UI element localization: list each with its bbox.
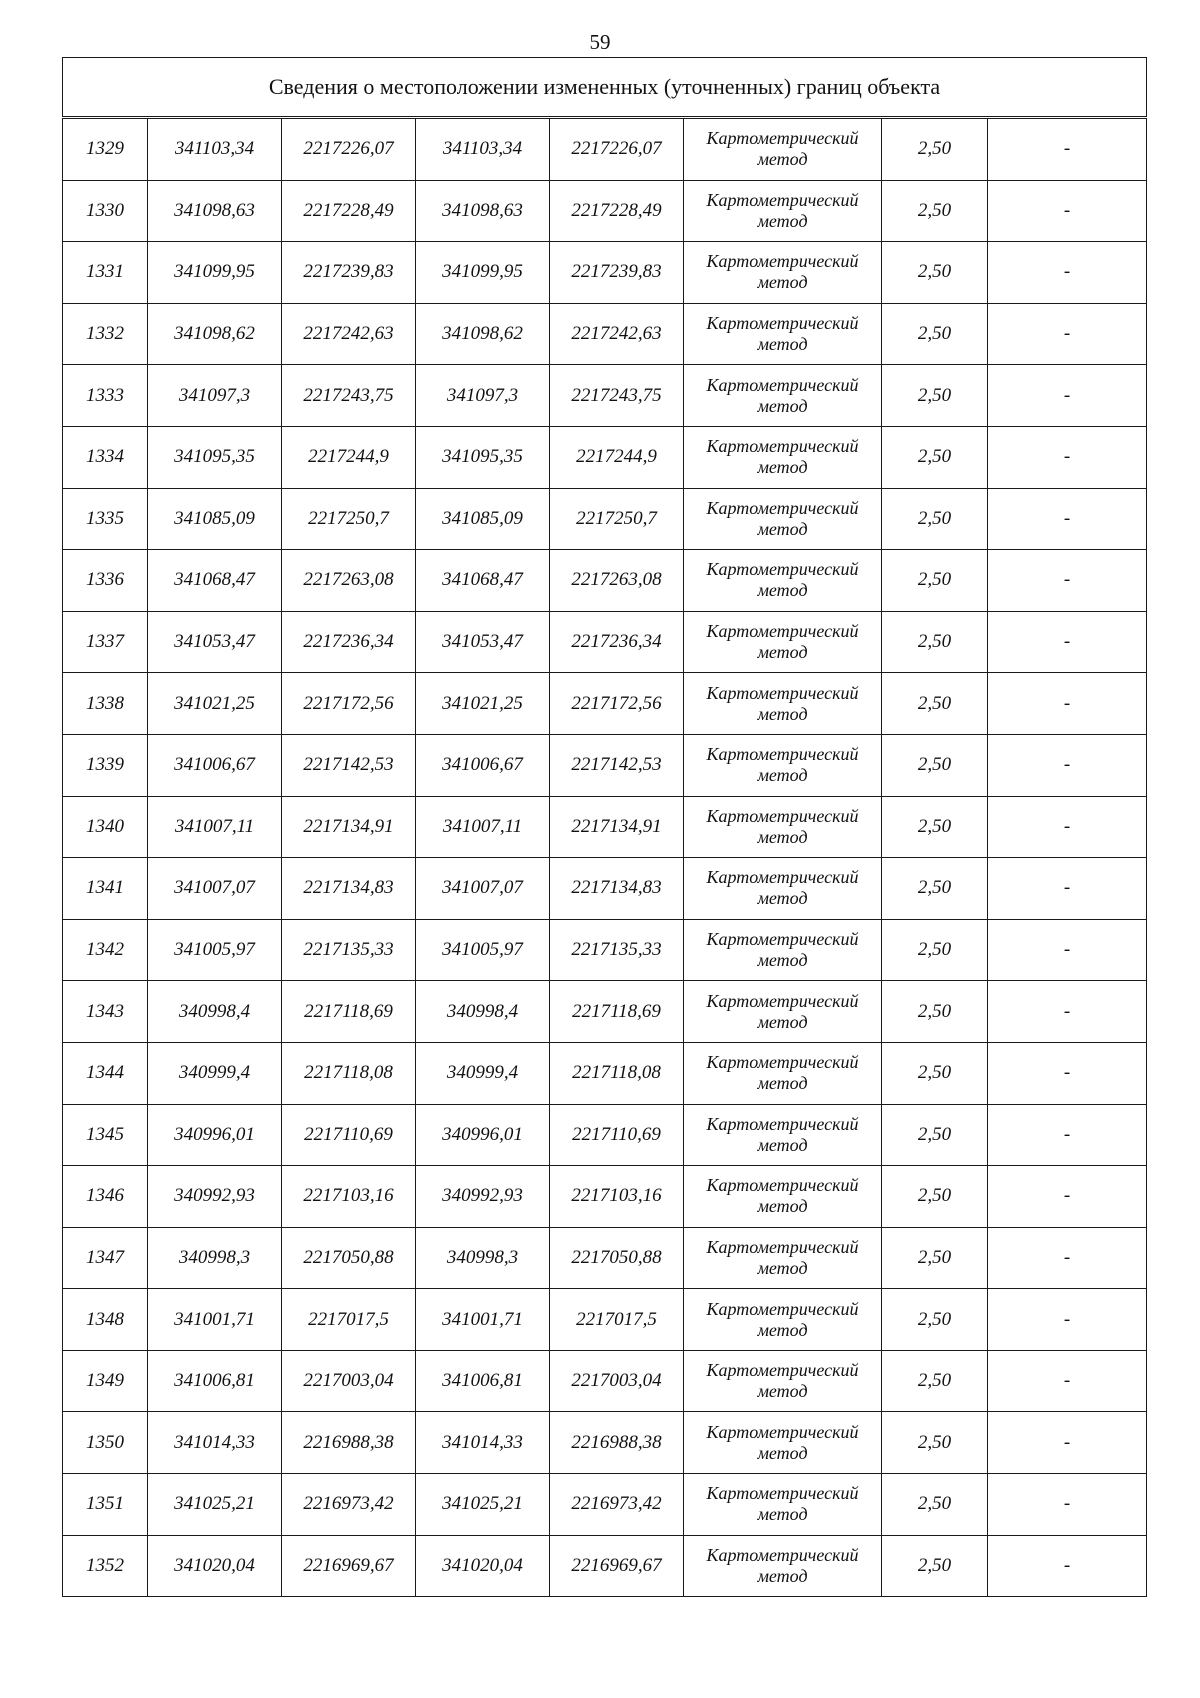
table-row <box>63 1350 1147 1412</box>
note-cell: - <box>988 550 1147 612</box>
x-existing-cell: 341007,11 <box>148 796 282 858</box>
method-cell <box>684 180 882 242</box>
x-refined-cell: 341053,47 <box>416 611 550 673</box>
method-line: Картометрический <box>706 1544 859 1565</box>
method-cell <box>684 488 882 550</box>
method-line: метод <box>757 642 808 663</box>
method-line: метод <box>757 1504 808 1525</box>
x-refined-cell: 341103,34 <box>416 118 550 181</box>
y-refined-cell: 2217236,34 <box>550 611 684 673</box>
x-refined-cell: 341099,95 <box>416 242 550 304</box>
method-cell <box>684 858 882 920</box>
method-line: метод <box>757 826 808 847</box>
y-refined-cell: 2217135,33 <box>550 919 684 981</box>
method-cell <box>684 1535 882 1597</box>
x-existing-cell: 341068,47 <box>148 550 282 612</box>
method-line: метод <box>757 457 808 478</box>
note-cell: - <box>988 180 1147 242</box>
x-refined-cell: 340998,4 <box>416 981 550 1043</box>
table-row <box>63 1042 1147 1104</box>
table-row <box>63 1227 1147 1289</box>
x-refined-cell: 341007,11 <box>416 796 550 858</box>
accuracy-cell: 2,50 <box>882 365 988 427</box>
note-cell: - <box>988 365 1147 427</box>
method-cell <box>684 1166 882 1228</box>
y-existing-cell: 2216969,67 <box>282 1535 416 1597</box>
method-line: метод <box>757 580 808 601</box>
x-refined-cell: 341006,67 <box>416 734 550 796</box>
accuracy-cell: 2,50 <box>882 1535 988 1597</box>
note-cell: - <box>988 1474 1147 1536</box>
y-existing-cell: 2217118,08 <box>282 1042 416 1104</box>
table-title: Сведения о местоположении измененных (уточненных) границ объекта <box>63 58 1147 118</box>
table-row <box>63 1104 1147 1166</box>
note-cell: - <box>988 611 1147 673</box>
point-number-cell: 1343 <box>63 981 148 1043</box>
table-title-row <box>63 58 1147 118</box>
x-existing-cell: 341014,33 <box>148 1412 282 1474</box>
x-refined-cell: 341085,09 <box>416 488 550 550</box>
y-existing-cell: 2217118,69 <box>282 981 416 1043</box>
accuracy-cell: 2,50 <box>882 858 988 920</box>
x-refined-cell: 340996,01 <box>416 1104 550 1166</box>
x-existing-cell: 340999,4 <box>148 1042 282 1104</box>
point-number-cell: 1332 <box>63 303 148 365</box>
point-number-cell: 1337 <box>63 611 148 673</box>
method-line: Картометрический <box>706 251 859 272</box>
table-row <box>63 796 1147 858</box>
note-cell: - <box>988 1289 1147 1351</box>
accuracy-cell: 2,50 <box>882 180 988 242</box>
accuracy-cell: 2,50 <box>882 796 988 858</box>
method-line: Картометрический <box>706 867 859 888</box>
table-body <box>63 58 1147 1597</box>
y-existing-cell: 2217135,33 <box>282 919 416 981</box>
y-existing-cell: 2217103,16 <box>282 1166 416 1228</box>
table-row <box>63 1412 1147 1474</box>
y-refined-cell: 2217118,69 <box>550 981 684 1043</box>
note-cell: - <box>988 1350 1147 1412</box>
table-row <box>63 981 1147 1043</box>
accuracy-cell: 2,50 <box>882 118 988 181</box>
x-refined-cell: 341020,04 <box>416 1535 550 1597</box>
accuracy-cell: 2,50 <box>882 1042 988 1104</box>
x-existing-cell: 340998,3 <box>148 1227 282 1289</box>
y-existing-cell: 2217226,07 <box>282 118 416 181</box>
method-line: Картометрический <box>706 682 859 703</box>
y-refined-cell: 2217244,9 <box>550 426 684 488</box>
x-existing-cell: 341021,25 <box>148 673 282 735</box>
y-existing-cell: 2217172,56 <box>282 673 416 735</box>
note-cell: - <box>988 1412 1147 1474</box>
method-line: метод <box>757 1565 808 1586</box>
table-row <box>63 426 1147 488</box>
y-refined-cell: 2217250,7 <box>550 488 684 550</box>
method-cell <box>684 1412 882 1474</box>
x-refined-cell: 341001,71 <box>416 1289 550 1351</box>
method-cell <box>684 426 882 488</box>
note-cell: - <box>988 1042 1147 1104</box>
y-existing-cell: 2217236,34 <box>282 611 416 673</box>
y-refined-cell: 2217134,83 <box>550 858 684 920</box>
y-refined-cell: 2217226,07 <box>550 118 684 181</box>
x-existing-cell: 341020,04 <box>148 1535 282 1597</box>
method-cell <box>684 242 882 304</box>
y-refined-cell: 2217017,5 <box>550 1289 684 1351</box>
note-cell: - <box>988 673 1147 735</box>
table-row <box>63 303 1147 365</box>
y-existing-cell: 2217263,08 <box>282 550 416 612</box>
note-cell: - <box>988 796 1147 858</box>
method-line: метод <box>757 1257 808 1278</box>
y-existing-cell: 2216973,42 <box>282 1474 416 1536</box>
accuracy-cell: 2,50 <box>882 919 988 981</box>
method-line: метод <box>757 1381 808 1402</box>
point-number-cell: 1335 <box>63 488 148 550</box>
method-cell <box>684 796 882 858</box>
x-existing-cell: 341095,35 <box>148 426 282 488</box>
accuracy-cell: 2,50 <box>882 734 988 796</box>
method-line: Картометрический <box>706 1483 859 1504</box>
method-cell <box>684 1104 882 1166</box>
method-cell <box>684 1042 882 1104</box>
accuracy-cell: 2,50 <box>882 1474 988 1536</box>
x-refined-cell: 340999,4 <box>416 1042 550 1104</box>
method-line: метод <box>757 1319 808 1340</box>
table-row <box>63 919 1147 981</box>
method-line: метод <box>757 888 808 909</box>
y-refined-cell: 2217228,49 <box>550 180 684 242</box>
y-existing-cell: 2216988,38 <box>282 1412 416 1474</box>
method-cell <box>684 1474 882 1536</box>
method-line: Картометрический <box>706 1298 859 1319</box>
y-refined-cell: 2217172,56 <box>550 673 684 735</box>
y-existing-cell: 2217142,53 <box>282 734 416 796</box>
x-refined-cell: 341097,3 <box>416 365 550 427</box>
method-line: Картометрический <box>706 621 859 642</box>
point-number-cell: 1329 <box>63 118 148 181</box>
x-existing-cell: 341097,3 <box>148 365 282 427</box>
table-row <box>63 1289 1147 1351</box>
x-existing-cell: 341025,21 <box>148 1474 282 1536</box>
accuracy-cell: 2,50 <box>882 1104 988 1166</box>
method-line: Картометрический <box>706 189 859 210</box>
y-existing-cell: 2217110,69 <box>282 1104 416 1166</box>
accuracy-cell: 2,50 <box>882 303 988 365</box>
point-number-cell: 1330 <box>63 180 148 242</box>
y-refined-cell: 2217118,08 <box>550 1042 684 1104</box>
note-cell: - <box>988 303 1147 365</box>
y-existing-cell: 2217017,5 <box>282 1289 416 1351</box>
method-cell <box>684 611 882 673</box>
table-row <box>63 242 1147 304</box>
x-refined-cell: 341021,25 <box>416 673 550 735</box>
point-number-cell: 1345 <box>63 1104 148 1166</box>
accuracy-cell: 2,50 <box>882 611 988 673</box>
accuracy-cell: 2,50 <box>882 1350 988 1412</box>
method-line: метод <box>757 518 808 539</box>
point-number-cell: 1341 <box>63 858 148 920</box>
point-number-cell: 1347 <box>63 1227 148 1289</box>
method-line: метод <box>757 1011 808 1032</box>
method-line: метод <box>757 210 808 231</box>
note-cell: - <box>988 488 1147 550</box>
accuracy-cell: 2,50 <box>882 426 988 488</box>
method-cell <box>684 1350 882 1412</box>
accuracy-cell: 2,50 <box>882 1412 988 1474</box>
x-existing-cell: 341005,97 <box>148 919 282 981</box>
x-refined-cell: 341025,21 <box>416 1474 550 1536</box>
method-line: Картометрический <box>706 1236 859 1257</box>
point-number-cell: 1351 <box>63 1474 148 1536</box>
method-line: Картометрический <box>706 990 859 1011</box>
point-number-cell: 1352 <box>63 1535 148 1597</box>
y-existing-cell: 2217239,83 <box>282 242 416 304</box>
method-line: Картометрический <box>706 559 859 580</box>
method-cell <box>684 1289 882 1351</box>
method-cell <box>684 919 882 981</box>
y-refined-cell: 2217243,75 <box>550 365 684 427</box>
accuracy-cell: 2,50 <box>882 981 988 1043</box>
method-line: Картометрический <box>706 128 859 149</box>
method-cell <box>684 303 882 365</box>
method-cell <box>684 734 882 796</box>
method-line: метод <box>757 395 808 416</box>
table-row <box>63 118 1147 181</box>
y-existing-cell: 2217134,83 <box>282 858 416 920</box>
accuracy-cell: 2,50 <box>882 1289 988 1351</box>
x-refined-cell: 341098,62 <box>416 303 550 365</box>
accuracy-cell: 2,50 <box>882 673 988 735</box>
method-cell <box>684 1227 882 1289</box>
method-line: метод <box>757 149 808 170</box>
x-existing-cell: 341053,47 <box>148 611 282 673</box>
note-cell: - <box>988 734 1147 796</box>
x-refined-cell: 341068,47 <box>416 550 550 612</box>
point-number-cell: 1346 <box>63 1166 148 1228</box>
method-line: метод <box>757 1442 808 1463</box>
x-existing-cell: 340992,93 <box>148 1166 282 1228</box>
x-existing-cell: 340998,4 <box>148 981 282 1043</box>
x-existing-cell: 341001,71 <box>148 1289 282 1351</box>
method-cell <box>684 981 882 1043</box>
x-refined-cell: 341007,07 <box>416 858 550 920</box>
x-existing-cell: 340996,01 <box>148 1104 282 1166</box>
table-row <box>63 180 1147 242</box>
point-number-cell: 1350 <box>63 1412 148 1474</box>
method-line: метод <box>757 272 808 293</box>
method-line: Картометрический <box>706 929 859 950</box>
method-line: Картометрический <box>706 1175 859 1196</box>
method-line: Картометрический <box>706 1052 859 1073</box>
method-line: Картометрический <box>706 313 859 334</box>
accuracy-cell: 2,50 <box>882 488 988 550</box>
x-refined-cell: 340992,93 <box>416 1166 550 1228</box>
note-cell: - <box>988 118 1147 181</box>
table-row <box>63 488 1147 550</box>
table-row <box>63 1166 1147 1228</box>
y-refined-cell: 2216973,42 <box>550 1474 684 1536</box>
point-number-cell: 1340 <box>63 796 148 858</box>
point-number-cell: 1348 <box>63 1289 148 1351</box>
point-number-cell: 1334 <box>63 426 148 488</box>
method-line: Картометрический <box>706 374 859 395</box>
method-line: метод <box>757 1134 808 1155</box>
accuracy-cell: 2,50 <box>882 242 988 304</box>
y-refined-cell: 2217242,63 <box>550 303 684 365</box>
page-number: 59 <box>589 30 611 54</box>
x-refined-cell: 341098,63 <box>416 180 550 242</box>
point-number-cell: 1331 <box>63 242 148 304</box>
table-row <box>63 365 1147 427</box>
method-line: Картометрический <box>706 744 859 765</box>
x-existing-cell: 341103,34 <box>148 118 282 181</box>
table-row <box>63 1474 1147 1536</box>
method-line: метод <box>757 1073 808 1094</box>
accuracy-cell: 2,50 <box>882 1166 988 1228</box>
note-cell: - <box>988 242 1147 304</box>
y-existing-cell: 2217003,04 <box>282 1350 416 1412</box>
x-refined-cell: 340998,3 <box>416 1227 550 1289</box>
boundary-coordinates-table <box>62 57 1147 1597</box>
y-existing-cell: 2217050,88 <box>282 1227 416 1289</box>
method-line: Картометрический <box>706 1360 859 1381</box>
point-number-cell: 1333 <box>63 365 148 427</box>
point-number-cell: 1349 <box>63 1350 148 1412</box>
method-line: метод <box>757 334 808 355</box>
table-row <box>63 734 1147 796</box>
method-line: метод <box>757 950 808 971</box>
note-cell: - <box>988 426 1147 488</box>
x-refined-cell: 341095,35 <box>416 426 550 488</box>
y-refined-cell: 2217134,91 <box>550 796 684 858</box>
method-line: метод <box>757 1196 808 1217</box>
table-row <box>63 673 1147 735</box>
x-existing-cell: 341007,07 <box>148 858 282 920</box>
y-existing-cell: 2217250,7 <box>282 488 416 550</box>
x-refined-cell: 341006,81 <box>416 1350 550 1412</box>
x-existing-cell: 341099,95 <box>148 242 282 304</box>
accuracy-cell: 2,50 <box>882 1227 988 1289</box>
note-cell: - <box>988 858 1147 920</box>
x-existing-cell: 341098,62 <box>148 303 282 365</box>
table-row <box>63 858 1147 920</box>
note-cell: - <box>988 919 1147 981</box>
method-line: Картометрический <box>706 436 859 457</box>
method-line: Картометрический <box>706 497 859 518</box>
y-refined-cell: 2217263,08 <box>550 550 684 612</box>
x-existing-cell: 341006,67 <box>148 734 282 796</box>
note-cell: - <box>988 1104 1147 1166</box>
y-existing-cell: 2217244,9 <box>282 426 416 488</box>
accuracy-cell: 2,50 <box>882 550 988 612</box>
method-line: метод <box>757 703 808 724</box>
y-existing-cell: 2217228,49 <box>282 180 416 242</box>
method-line: Картометрический <box>706 1113 859 1134</box>
y-existing-cell: 2217243,75 <box>282 365 416 427</box>
method-cell <box>684 550 882 612</box>
y-refined-cell: 2217239,83 <box>550 242 684 304</box>
x-refined-cell: 341014,33 <box>416 1412 550 1474</box>
note-cell: - <box>988 981 1147 1043</box>
point-number-cell: 1339 <box>63 734 148 796</box>
y-existing-cell: 2217242,63 <box>282 303 416 365</box>
method-cell <box>684 673 882 735</box>
table-row <box>63 611 1147 673</box>
point-number-cell: 1342 <box>63 919 148 981</box>
method-line: Картометрический <box>706 1421 859 1442</box>
method-line: метод <box>757 765 808 786</box>
x-existing-cell: 341098,63 <box>148 180 282 242</box>
point-number-cell: 1344 <box>63 1042 148 1104</box>
y-refined-cell: 2217003,04 <box>550 1350 684 1412</box>
point-number-cell: 1338 <box>63 673 148 735</box>
y-refined-cell: 2217142,53 <box>550 734 684 796</box>
point-number-cell: 1336 <box>63 550 148 612</box>
note-cell: - <box>988 1227 1147 1289</box>
method-cell <box>684 118 882 181</box>
x-existing-cell: 341006,81 <box>148 1350 282 1412</box>
y-refined-cell: 2216969,67 <box>550 1535 684 1597</box>
y-refined-cell: 2217110,69 <box>550 1104 684 1166</box>
x-existing-cell: 341085,09 <box>148 488 282 550</box>
note-cell: - <box>988 1166 1147 1228</box>
method-cell <box>684 365 882 427</box>
table-row <box>63 550 1147 612</box>
y-existing-cell: 2217134,91 <box>282 796 416 858</box>
x-refined-cell: 341005,97 <box>416 919 550 981</box>
y-refined-cell: 2217103,16 <box>550 1166 684 1228</box>
table-row <box>63 1535 1147 1597</box>
note-cell: - <box>988 1535 1147 1597</box>
method-line: Картометрический <box>706 805 859 826</box>
y-refined-cell: 2217050,88 <box>550 1227 684 1289</box>
y-refined-cell: 2216988,38 <box>550 1412 684 1474</box>
